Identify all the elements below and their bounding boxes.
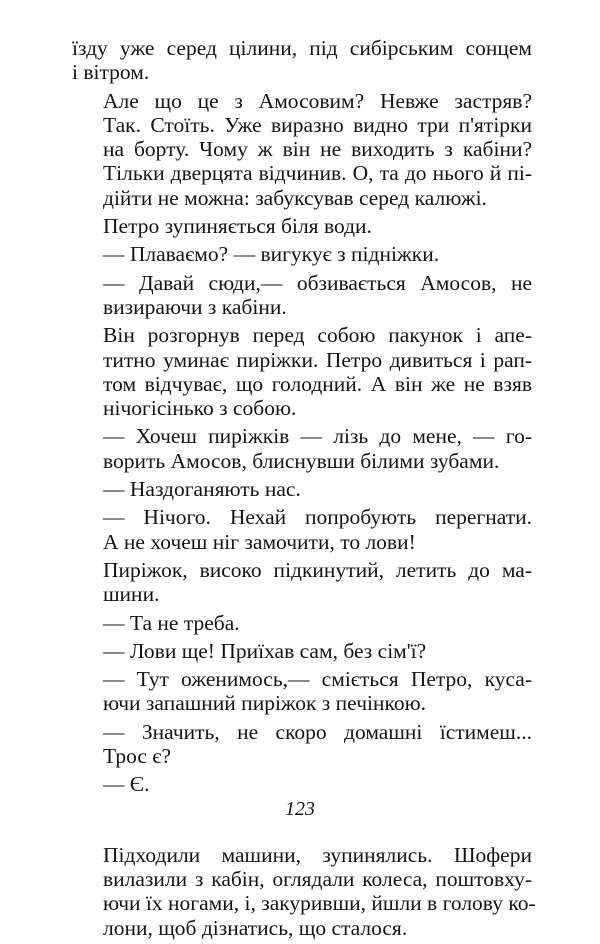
text-line: ворить Амосов, блиснувши білими зубами. — [103, 448, 500, 473]
paragraph — [72, 242, 532, 266]
text-line: лони, щоб дізнатись, що сталося. — [103, 915, 408, 940]
text-line: Підходили машини, зупинялись. Шофери — [103, 842, 532, 867]
text-line: їзду уже серед цілини, під сибірським сонцем — [72, 36, 532, 60]
paragraph — [72, 36, 532, 85]
paragraph — [72, 271, 532, 320]
text-line: Пиріжок, високо підкинутий, летить до ма- — [103, 557, 532, 582]
text-line: — Лови ще! Приїхав сам, без сім'ї? — [103, 638, 427, 663]
text-line: Тільки дверцята відчинив. О, та до нього й пі- — [103, 161, 532, 186]
text-line: Так. Стоїть. Уже виразно видно три п'ятірки — [103, 112, 532, 137]
paragraph — [72, 477, 532, 501]
text-line: — Значить, не скоро домашні їстимеш... — [103, 719, 532, 744]
text-line: том відчуває, що голодний. А він же не взяв — [103, 371, 532, 396]
paragraph — [72, 558, 532, 607]
paragraph — [72, 424, 532, 473]
text-line: і вітром. — [72, 60, 150, 85]
text-line: на борту. Чому ж він не виходить з кабіни? — [103, 137, 532, 162]
text-line: вилазили з кабін, оглядали колеса, поштовху- — [103, 866, 532, 891]
text-line: — Давай сюди,— обзивається Амосов, не — [103, 270, 532, 295]
paragraph — [72, 667, 532, 716]
text-line: Він розгорнув перед собою пакунок і апе- — [103, 323, 532, 348]
paragraph — [72, 505, 532, 554]
text-line: — Хочеш пиріжків — лізь до мене, — го- — [103, 424, 532, 449]
text-line: нічогісінько з собою. — [103, 396, 297, 421]
paragraph — [72, 842, 536, 940]
text-line: А не хочеш ніг замочити, то лови! — [103, 529, 416, 554]
paragraph — [72, 720, 532, 769]
text-line: Петро зупиняється біля води. — [103, 214, 372, 239]
paragraph — [72, 89, 532, 210]
text-line: — Є. — [103, 772, 150, 797]
paragraph — [72, 611, 532, 635]
text-line: — Тут оженимось,— сміється Петро, куса- — [103, 667, 532, 692]
text-line: титно уминає пиріжки. Петро дивиться і рап- — [103, 347, 532, 372]
text-line: — Наздоганяють нас. — [103, 477, 301, 502]
page-number: 123 — [285, 798, 315, 820]
text-line: — Плаваємо? — вигукує з підніжки. — [103, 242, 440, 267]
text-line: Трос є? — [103, 744, 172, 769]
paragraph — [72, 639, 532, 663]
text-line: шини. — [103, 582, 160, 607]
text-line: визираючи з кабіни. — [103, 294, 287, 319]
text-line: ючи їх ногами, і, закуривши, йшли в голову ко- — [103, 891, 536, 916]
text-line: ючи запашний пиріжок з печінкою. — [103, 691, 427, 716]
text-line: — Та не треба. — [103, 610, 240, 635]
paragraph — [72, 323, 532, 420]
paragraph — [72, 214, 532, 238]
text-line: дійти не можна: забуксував серед калюжі. — [103, 185, 487, 210]
text-line: — Нічого. Нехай попробують перегнати. — [103, 505, 532, 530]
paragraph — [72, 772, 532, 796]
text-line: Але що це з Амосовим? Невже застряв? — [103, 88, 532, 113]
